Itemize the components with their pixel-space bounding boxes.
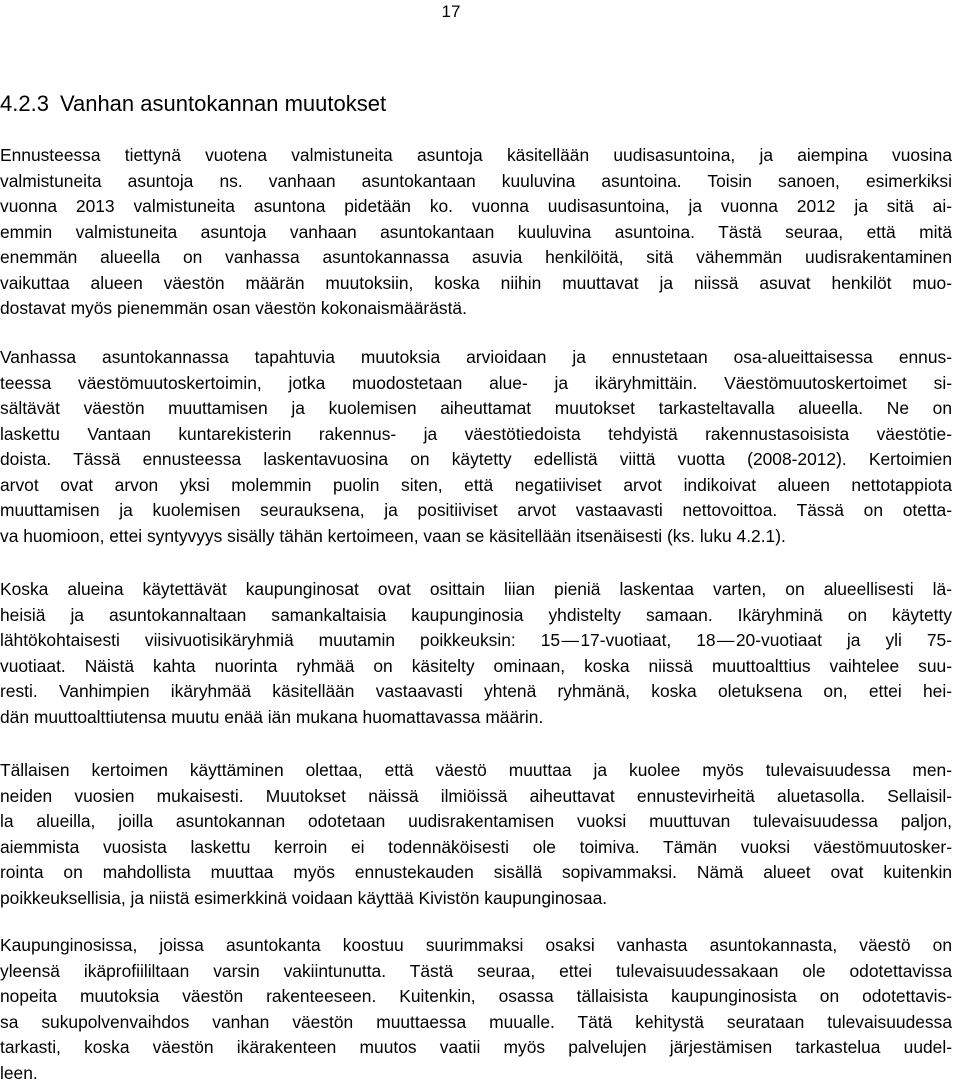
text-line: valmistuneita asuntoja ns. vanhaan asuntokantaan kuuluvina asuntoina. Toisin sanoen, esimerkiksi: [0, 169, 952, 195]
section-heading: [0, 91, 386, 117]
text-line: resti. Vanhimpien ikäryhmää käsitellään vastaavasti yhtenä ryhmänä, koska oletuksena on, ettei hei-: [0, 679, 952, 705]
text-line: neiden vuosien mukaisesti. Muutokset näissä ilmiöissä aiheuttavat ennustevirheitä aluetasolla. Sellaisil-: [0, 784, 952, 810]
text-line: enemmän alueella on vanhassa asuntokannassa asuvia henkilöitä, sitä vähemmän uudisrakentaminen: [0, 245, 952, 271]
text-line: poikkeuksellisia, ja niistä esimerkkinä voidaan käyttää Kivistön kaupunginosaa.: [0, 886, 952, 912]
text-line: la alueilla, joilla asuntokannan odotetaan uudisrakentamisen vuoksi muuttuvan tulevaisuudessa paljon,: [0, 809, 952, 835]
text-line: nopeita muutoksia väestön rakenteeseen. Kuitenkin, osassa tällaisista kaupunginosista on odotettavis-: [0, 984, 952, 1010]
text-line: Tällaisen kertoimen käyttäminen olettaa, että väestö muuttaa ja kuolee myös tulevaisuudessa men-: [0, 758, 952, 784]
text-line: vuotiaat. Näistä kahta nuorinta ryhmää on käsitelty ominaan, koska niissä muuttoalttius vaihtelee suu-: [0, 654, 952, 680]
text-line: lähtökohtaisesti viisivuotisikäryhmiä muutamin poikkeuksin: 15 — 17-vuotiaat, 18 — 20-vuotiaat ja yli 75-: [0, 628, 952, 654]
paragraph: [0, 933, 952, 1086]
text-line: sältävät väestön muuttamisen ja kuolemisen aiheuttamat muutokset tarkasteltavalla alueella. Ne on: [0, 396, 952, 422]
text-line: laskettu Vantaan kuntarekisterin rakennus- ja väestötiedoista tehdyistä rakennustasoisista väestötie-: [0, 422, 952, 448]
text-line: teessa väestömuutoskertoimin, jotka muodostetaan alue- ja ikäryhmittäin. Väestömuutoskertoimet si-: [0, 371, 952, 397]
text-line: muuttamisen ja kuolemisen seurauksena, ja positiiviset arvot vastaavasti nettovoittoa. Tässä on otetta-: [0, 498, 952, 524]
text-line: Vanhassa asuntokannassa tapahtuvia muutoksia arvioidaan ja ennustetaan osa-alueittaisessa ennus-: [0, 345, 952, 371]
paragraph: [0, 758, 952, 911]
text-line: doista. Tässä ennusteessa laskentavuosina on käytetty edellistä viittä vuotta (2008-2012). Kertoimien: [0, 447, 952, 473]
text-line: sa sukupolvenvaihdos vanhan väestön muuttaessa muualle. Tätä kehitystä seurataan tulevaisuudessa: [0, 1010, 952, 1036]
paragraph: [0, 577, 952, 730]
text-line: arvot ovat arvon yksi molemmin puolin siten, että negatiiviset arvot indikoivat alueen nettotappiota: [0, 473, 952, 499]
text-line: aiemmista vuosista laskettu kerroin ei todennäköisesti ole toimiva. Tämän vuoksi väestömuutosker-: [0, 835, 952, 861]
text-line: Ennusteessa tiettynä vuotena valmistuneita asuntoja käsitellään uudisasuntoina, ja aiempina vuosina: [0, 143, 952, 169]
text-line: emmin valmistuneita asuntoja vanhaan asuntokantaan kuuluvina asuntoina. Tästä seuraa, että mitä: [0, 220, 952, 246]
text-line: dän muuttoalttiutensa muutu enää iän mukana huomattavassa määrin.: [0, 705, 952, 731]
text-line: Kaupunginosissa, joissa asuntokanta koostuu suurimmaksi osaksi vanhasta asuntokannasta, väestö on: [0, 933, 952, 959]
page-number: 17: [436, 2, 466, 22]
text-line: leen.: [0, 1061, 952, 1086]
text-line: rointa on mahdollista muuttaa myös ennustekauden sisällä sopivammaksi. Nämä alueet ovat kuitenkin: [0, 860, 952, 886]
text-line: va huomioon, ettei syntyvyys sisälly tähän kertoimeen, vaan se käsitellään itsenäisesti (ks. luku 4.2.1).: [0, 524, 952, 550]
paragraph: [0, 345, 952, 549]
text-line: vuonna 2013 valmistuneita asuntona pidetään ko. vuonna uudisasuntoina, ja vuonna 2012 ja sitä ai-: [0, 194, 952, 220]
section-title: Vanhan asuntokannan muutokset: [60, 91, 386, 116]
section-number: 4.2.3: [0, 91, 49, 116]
text-line: tarkasti, koska väestön ikärakenteen muutos vaatii myös palvelujen järjestämisen tarkastelua uudel-: [0, 1035, 952, 1061]
text-line: heisiä ja asuntokannaltaan samankaltaisia kaupunginosia yhdistelty samaan. Ikäryhminä on käytetty: [0, 603, 952, 629]
text-line: dostavat myös pienemmän osan väestön kokonaismäärästä.: [0, 296, 952, 322]
text-line: yleensä ikäprofiililtaan varsin vakiintunutta. Tästä seuraa, ettei tulevaisuudessakaan ole odotettavissa: [0, 959, 952, 985]
text-line: Koska alueina käytettävät kaupunginosat ovat osittain liian pieniä laskentaa varten, on alueellisesti lä-: [0, 577, 952, 603]
paragraph: [0, 143, 952, 322]
text-line: vaikuttaa alueen väestön määrän muutoksiin, koska niihin muuttavat ja niissä asuvat henkilöt muo-: [0, 271, 952, 297]
